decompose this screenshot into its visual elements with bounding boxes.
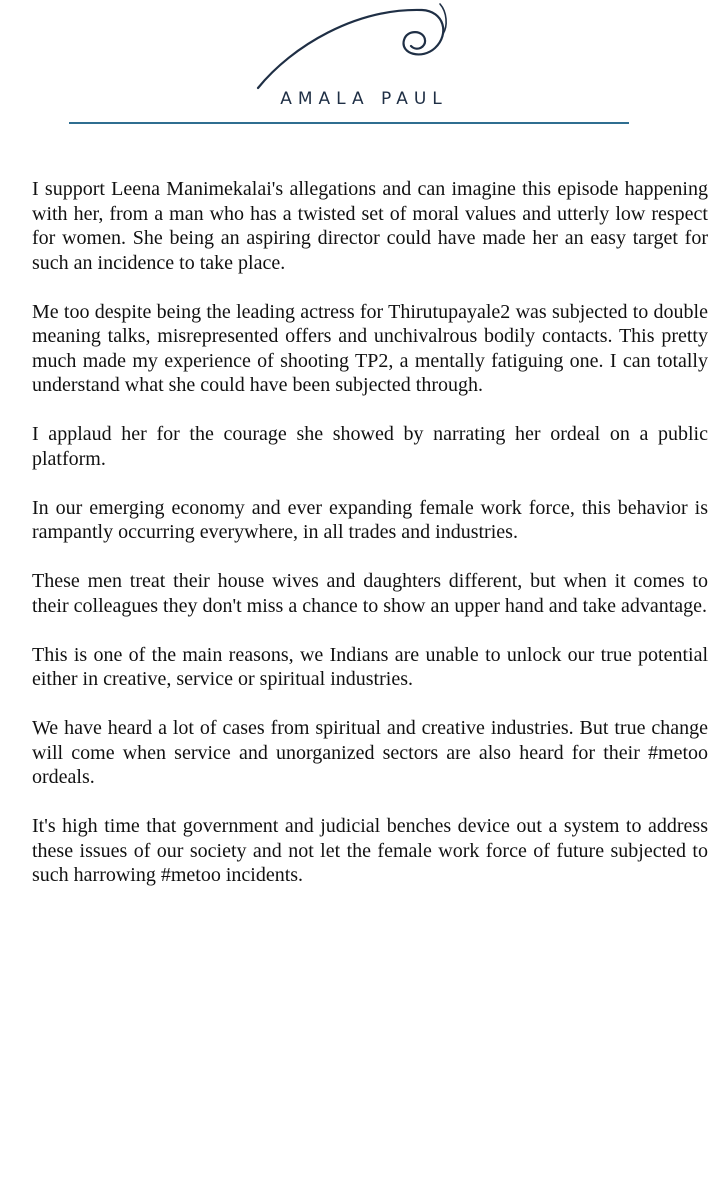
paragraph-2: Me too despite being the leading actress for Thirutupayale2 was subjected to double meaning talks, misrepresented offers and unchivalrous bodily contacts. This pretty much made my experience of shooting TP2, a mentally fatiguing one. I can totally understand what she could have been subjected through.	[32, 300, 708, 396]
paragraph-7: We have heard a lot of cases from spiritual and creative industries. But true change will come when service and unorganized sectors are also heard for their #metoo ordeals.	[32, 717, 708, 788]
letterhead	[0, 0, 728, 130]
paragraph-3: I applaud her for the courage she showed by narrating her ordeal on a public platform.	[32, 423, 708, 470]
paragraph-8: It's high time that government and judicial benches device out a system to address these issues of our society and not let the female work force of future subjected to such harrowing #metoo incidents.	[32, 815, 708, 886]
header-divider	[69, 122, 629, 124]
wave-spiral-logo-icon	[254, 2, 450, 90]
letter-body	[32, 177, 708, 912]
paragraph-6: This is one of the main reasons, we Indians are unable to unlock our true potential either in creative, service or spiritual industries.	[32, 643, 708, 690]
paragraph-1: I support Leena Manimekalai's allegations and can imagine this episode happening with her, from a man who has a twisted set of moral values and utterly low respect for women. She being an aspiring director could have made her an easy target for such an incidence to take place.	[32, 178, 708, 274]
brand-name: AMALA PAUL	[280, 89, 448, 109]
paragraph-4: In our emerging economy and ever expanding female work force, this behavior is rampantly occurring everywhere, in all trades and industries.	[32, 496, 708, 543]
paragraph-5: These men treat their house wives and daughters different, but when it comes to their colleagues they don't miss a chance to show an upper hand and take advantage.	[32, 570, 708, 617]
